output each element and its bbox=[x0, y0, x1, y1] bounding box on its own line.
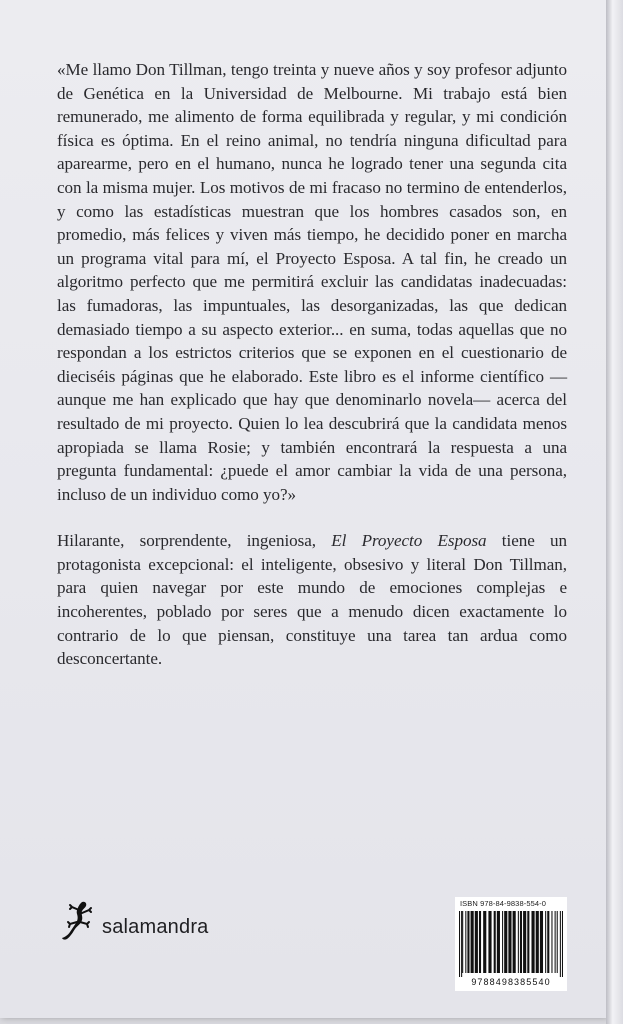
barcode-bar bbox=[520, 911, 522, 973]
barcode-bar bbox=[465, 911, 466, 973]
barcode-bar bbox=[540, 911, 543, 973]
barcode-bar bbox=[459, 911, 460, 977]
barcode-bar bbox=[479, 911, 481, 973]
barcode-bar bbox=[523, 911, 526, 973]
barcode-bar bbox=[545, 911, 546, 973]
barcode-bar bbox=[508, 911, 511, 973]
barcode-bar bbox=[475, 911, 478, 973]
salamander-icon bbox=[60, 898, 96, 946]
barcode-bar bbox=[518, 911, 519, 973]
barcode-bar bbox=[513, 911, 516, 973]
barcode-bar bbox=[562, 911, 563, 977]
barcode-bar bbox=[504, 911, 507, 973]
barcode-bar bbox=[531, 911, 534, 973]
barcode-bar bbox=[527, 911, 529, 973]
review-text-start: Hilarante, sorprendente, ingeniosa, bbox=[57, 531, 332, 551]
barcode-bar bbox=[560, 911, 561, 977]
barcode bbox=[455, 897, 567, 991]
barcode-bar bbox=[467, 911, 469, 973]
barcode-bar bbox=[488, 911, 491, 973]
isbn-label: ISBN 978-84-9838-554-0 bbox=[460, 899, 547, 908]
barcode-bars bbox=[459, 911, 563, 977]
barcode-bar bbox=[461, 911, 462, 977]
barcode-bar bbox=[502, 911, 503, 973]
barcode-bar bbox=[471, 911, 474, 973]
barcode-bar bbox=[483, 911, 486, 973]
page-edge bbox=[606, 0, 623, 1024]
barcode-bar bbox=[557, 911, 558, 973]
barcode-bar bbox=[547, 911, 549, 973]
barcode-bar bbox=[551, 911, 552, 973]
publisher-name: salamandra bbox=[102, 915, 209, 938]
blurb-paragraph-quote: «Me llamo Don Tillman, tengo treinta y nueve años y soy profesor adjunto de Genética en la Universidad de Melbourne. Mi trabajo está bien remunerado, me alimento de forma equilibrada y regular, y mi condición física es óptima. En el reino animal, no tendría ninguna dificultad para aparearme, pero en el humano, nunca he logrado tener una segunda cita con la misma mujer. Los motivos de mi fracaso no termino de entenderlos, y como las estadísticas muestran que los hombres casados son, en promedio, más felices y viven más tiempo, he decidido poner en marcha un programa vital para mí, el Proyecto Esposa. A tal fin, he creado un algoritmo perfecto que me permitirá excluir las candidatas inadecuadas: las fumadoras, las impuntuales, las desorganizadas, las que dedican demasiado tiempo a su aspecto exterior... en suma, todas aquellas que no respondan a los estrictos criterios que se exponen en el cuestionario de dieciséis páginas que he elaborado. Este libro es el informe científico —aunque me han explicado que hay que denominarlo novela— acerca del resultado de mi proyecto. Quien lo lea descubrirá que la candidata menos apropiada se llama Rosie; y también encontrará la respuesta a una pregunta fundamental: ¿puede el amor cambiar la vida de una persona, incluso de un individuo como yo?» bbox=[57, 60, 567, 504]
barcode-bar bbox=[494, 911, 496, 973]
ean-digits: 9788498385540 bbox=[471, 977, 551, 987]
review-text-end: tiene un protagonista excepcional: el inteligente, obsesivo y literal Don Tillman, para quien navegar por este mundo de emociones complejas e incoherentes, poblado por seres que a menudo dicen exactamente lo contrario de lo que piensan, constituye una tarea tan ardua como desconcertante. bbox=[57, 531, 567, 669]
blurb-paragraph-review bbox=[57, 529, 567, 671]
barcode-bar bbox=[555, 911, 556, 973]
publisher-logo bbox=[60, 898, 209, 946]
barcode-bar bbox=[536, 911, 539, 973]
barcode-bar bbox=[462, 911, 463, 973]
barcode-bar bbox=[497, 911, 500, 973]
blurb-text bbox=[57, 58, 567, 671]
book-title: El Proyecto Esposa bbox=[331, 531, 487, 551]
